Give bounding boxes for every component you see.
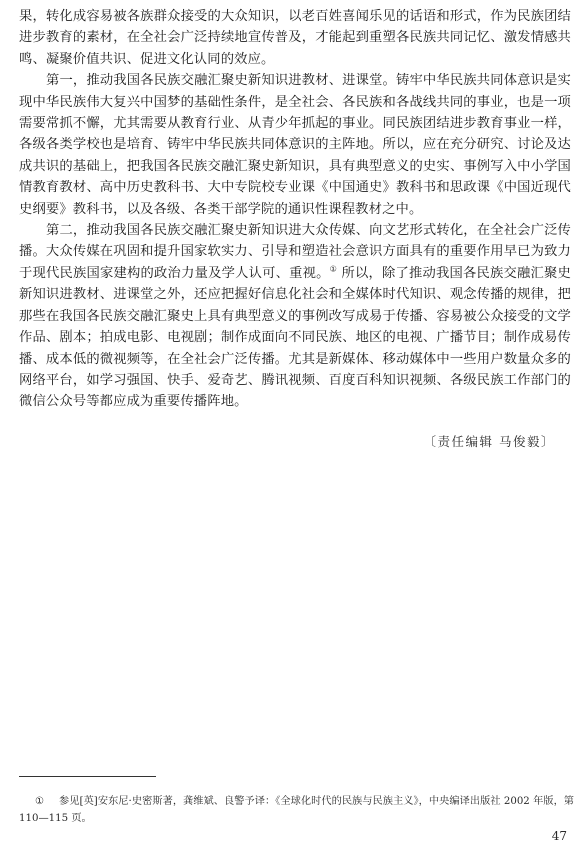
footnote-text: 参见[英]安东尼·史密斯著，龚维斌、良警予译：《全球化时代的民族与民族主义》，中央编译出版社 2002 年版，第 110—115 页。 <box>19 796 574 824</box>
paragraph-continued: 果，转化成容易被各族群众接受的大众知识，以老百姓喜闻乐见的话语和形式，作为民族团结进步教育的素材，在全社会广泛持续地宣传普及，才能起到重塑各民族共同记忆、激发情感共鸣、凝聚价值共识、促进文化认同的效应。 <box>19 9 571 67</box>
paragraph-second-point <box>19 220 571 413</box>
paragraph-first-point: 第一，推动我国各民族交融汇聚史新知识进教材、进课堂。铸牢中华民族共同体意识是实现中华民族伟大复兴中国梦的基础性条件，是全社会、各民族和各战线共同的事业，也是一项需要常抓不懈，尤其需要从教育行业、从青少年抓起的事业。同民族团结进步教育事业一样，各级各类学校也是培育、铸牢中华民族共同体意识的主阵地。所以，应在充分研究、讨论及达成共识的基础上，把我国各民族交融汇聚史新知识，具有典型意义的史实、事例写入中小学国情教育教材、高中历史教科书、大中专院校专业课《中国通史》教科书和思政课《中国近现代史纲要》教科书，以及各级、各类干部学院的通识性课程教材之中。 <box>19 73 571 217</box>
footnote-divider <box>19 776 156 777</box>
editor-credit: 〔责任编辑 马俊毅〕 <box>423 434 555 449</box>
paragraph-second-point-text-a: 第二，推动我国各民族交融汇聚史新知识进大众传媒、向文艺形式转化，在全社会广泛传播。大众传媒在巩固和提升国家软实力、引导和塑造社会意识方面具有的重要作用早已为致力于现代民族国家建构的政治力量及学人认可、重视。 <box>19 223 571 281</box>
page-number: 47 <box>551 829 567 843</box>
footnote <box>19 793 574 827</box>
paragraph-second-point-text-b: 所以，除了推动我国各民族交融汇聚史新知识进教材、进课堂之外，还应把握好信息化社会和全媒体时代知识、观念传播的规律，把那些在我国各民族交融汇聚史上具有典型意义的事例改写成易于传播、容易被公众接受的文学作品、剧本；拍成电影、电视剧；制作成面向不同民族、地区的电视、广播节目；制作成易传播、成本低的微视频等，在全社会广泛传播。尤其是新媒体、移动媒体中一些用户数量众多的网络平台，如学习强国、快手、爱奇艺、腾讯视频、百度百科知识视频、各级民族工作部门的微信公众号等都应成为重要传播阵地。 <box>19 265 572 410</box>
footnote-reference-mark: ① <box>329 264 338 274</box>
footnote-number: ① <box>35 796 45 807</box>
article-body <box>19 6 571 413</box>
